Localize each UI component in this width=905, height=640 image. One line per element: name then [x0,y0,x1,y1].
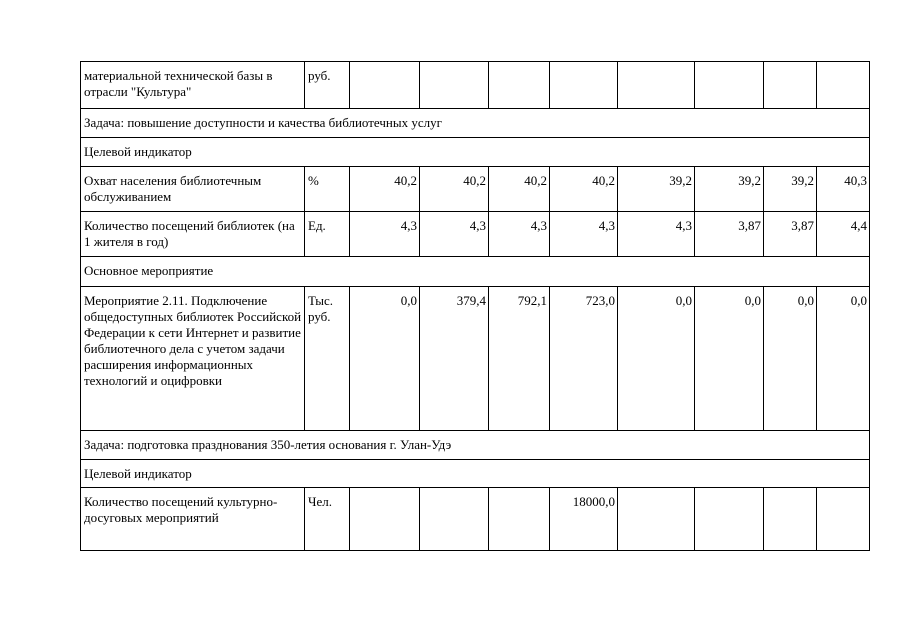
value-cell: 39,2 [695,167,764,212]
value-cell: 4,4 [817,212,870,257]
value-cell: 4,3 [550,212,618,257]
value-cell: 4,3 [489,212,550,257]
value-cell [817,488,870,551]
section-row [81,460,870,488]
indicator-name: Количество посещений библиотек (на 1 жителя в год) [81,212,305,257]
table-row [81,212,870,257]
value-cell [489,62,550,109]
section-row [81,138,870,167]
value-cell [420,488,489,551]
value-cell [764,488,817,551]
task-heading: Задача: подготовка празднования 350-летия основания г. Улан-Удэ [81,431,870,460]
unit-cell: Тыс. руб. [305,287,350,431]
value-cell: 792,1 [489,287,550,431]
value-cell: 40,2 [350,167,420,212]
indicator-name: материальной технической базы в отрасли "Культура" [81,62,305,109]
indicators-table [80,61,870,551]
value-cell [618,62,695,109]
value-cell [350,488,420,551]
unit-cell: Чел. [305,488,350,551]
table-row [81,287,870,431]
table-row [81,488,870,551]
value-cell [764,62,817,109]
unit-cell: % [305,167,350,212]
main-activity-heading: Основное мероприятие [81,257,870,287]
section-row [81,431,870,460]
value-cell [489,488,550,551]
value-cell [550,62,618,109]
target-indicator-heading: Целевой индикатор [81,460,870,488]
value-cell [618,488,695,551]
value-cell [350,62,420,109]
section-row [81,109,870,138]
value-cell: 0,0 [764,287,817,431]
value-cell: 379,4 [420,287,489,431]
table-row [81,167,870,212]
unit-cell: Ед. [305,212,350,257]
value-cell: 18000,0 [550,488,618,551]
section-row [81,257,870,287]
value-cell [695,62,764,109]
value-cell [695,488,764,551]
value-cell: 40,2 [489,167,550,212]
indicator-name: Мероприятие 2.11. Подключение общедоступных библиотек Российской Федерации к сети Интернет и развитие библиотечного дела с учетом задачи расширения информационных технологий и оцифровки [81,287,305,431]
value-cell [817,62,870,109]
value-cell: 39,2 [764,167,817,212]
value-cell: 39,2 [618,167,695,212]
table-row [81,62,870,109]
value-cell: 4,3 [618,212,695,257]
value-cell: 0,0 [695,287,764,431]
value-cell: 0,0 [817,287,870,431]
value-cell: 40,3 [817,167,870,212]
value-cell: 40,2 [420,167,489,212]
value-cell: 0,0 [618,287,695,431]
value-cell: 4,3 [420,212,489,257]
value-cell: 723,0 [550,287,618,431]
indicator-name: Охват населения библиотечным обслуживанием [81,167,305,212]
value-cell: 4,3 [350,212,420,257]
value-cell: 3,87 [764,212,817,257]
indicator-name: Количество посещений культурно-досуговых мероприятий [81,488,305,551]
unit-cell: руб. [305,62,350,109]
value-cell [420,62,489,109]
table-body [81,62,870,551]
value-cell: 0,0 [350,287,420,431]
value-cell: 40,2 [550,167,618,212]
value-cell: 3,87 [695,212,764,257]
target-indicator-heading: Целевой индикатор [81,138,870,167]
task-heading: Задача: повышение доступности и качества библиотечных услуг [81,109,870,138]
